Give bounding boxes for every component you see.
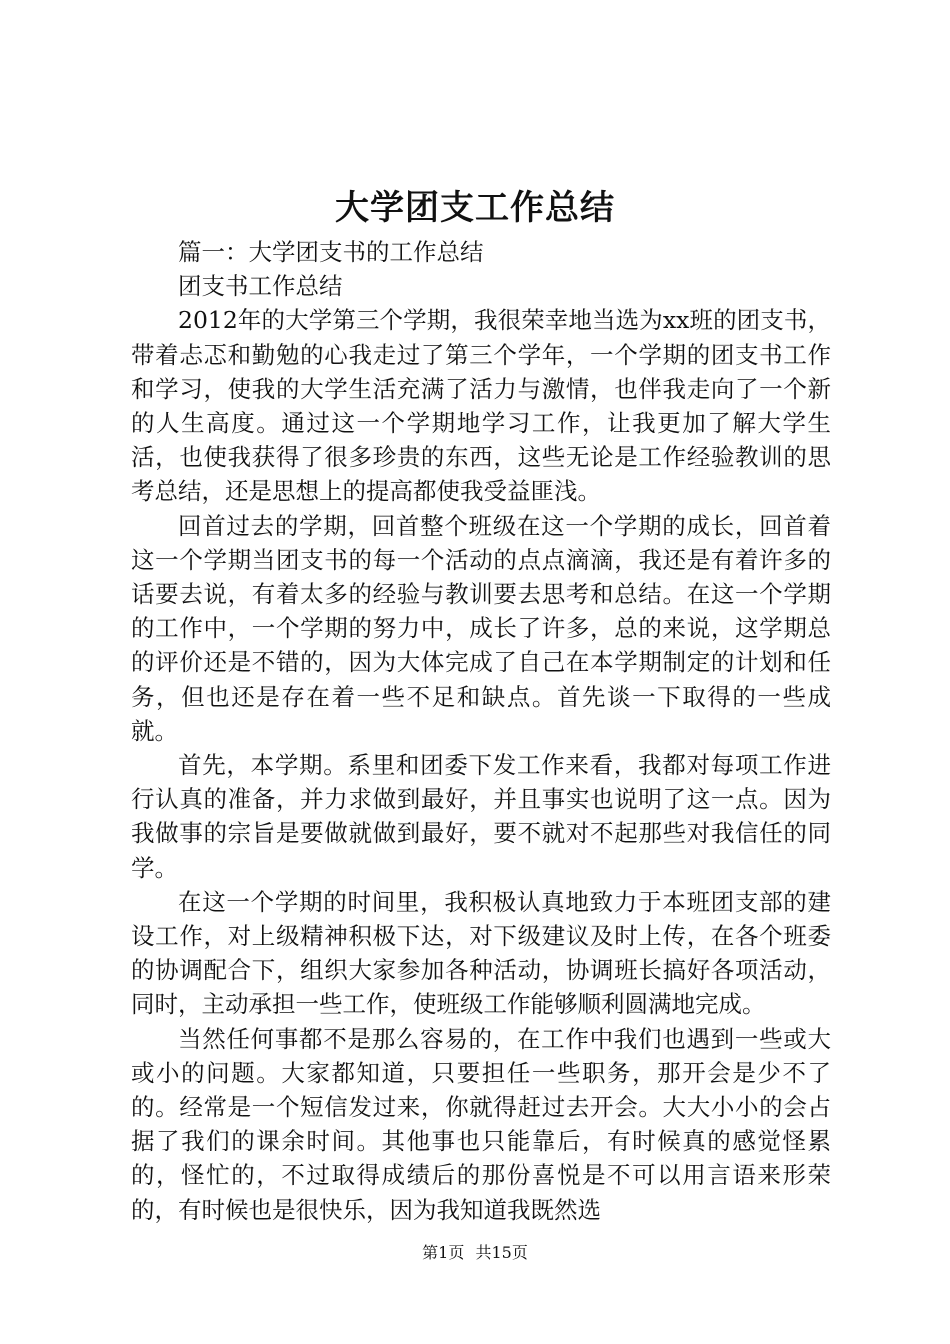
body-paragraph: 2012年的大学第三个学期，我很荣幸地当选为xx班的团支书，带着忐忑和勤勉的心我走过了第三个学年，一个学期的团支书工作和学习，使我的大学生活充满了活力与激情，也伴我走向了一个新的人生高度。通过这一个学期地学习工作，让我更加了解大学生活，也使我获得了很多珍贵的东西，这些无论是工作经验教训的思考总结，还是思想上的提高都使我受益匪浅。	[131, 306, 831, 506]
document-title: 大学团支工作总结	[335, 188, 615, 228]
page-number: 第1页	[422, 1243, 465, 1262]
document-body	[131, 235, 831, 1227]
subsection-heading: 团支书工作总结	[178, 272, 343, 301]
body-paragraph: 首先，本学期。系里和团委下发工作来看，我都对每项工作进行认真的准备，并力求做到最好，并且事实也说明了这一点。因为我做事的宗旨是要做就做到最好，要不就对不起那些对我信任的同学。	[131, 751, 831, 882]
body-paragraph: 在这一个学期的时间里，我积极认真地致力于本班团支部的建设工作，对上级精神积极下达，对下级建议及时上传，在各个班委的协调配合下，组织大家参加各种活动，协调班长搞好各项活动，同时，主动承担一些工作，使班级工作能够顺利圆满地完成。	[131, 887, 831, 1019]
body-paragraph: 回首过去的学期，回首整个班级在这一个学期的成长，回首着这一个学期当团支书的每一个活动的点点滴滴，我还是有着许多的话要去说，有着太多的经验与教训要去思考和总结。在这一个学期的工作中，一个学期的努力中，成长了许多，总的来说，这学期总的评价还是不错的，因为大体完成了自己在本学期制定的计划和任务，但也还是存在着一些不足和缺点。首先谈一下取得的一些成就。	[131, 511, 831, 745]
body-paragraph: 当然任何事都不是那么容易的，在工作中我们也遇到一些或大或小的问题。大家都知道，只要担任一些职务，那开会是少不了的。经常是一个短信发过来，你就得赶过去开会。大大小小的会占据了我们的课余时间。其他事也只能靠后，有时候真的感觉怪累的，怪忙的，不过取得成绩后的那份喜悦是不可以用言语来形荣的，有时候也是很快乐，因为我知道我既然选	[131, 1024, 831, 1224]
page-total: 共15页	[475, 1243, 528, 1262]
page-footer	[0, 1242, 950, 1264]
section-heading: 篇一：大学团支书的工作总结	[178, 238, 484, 266]
